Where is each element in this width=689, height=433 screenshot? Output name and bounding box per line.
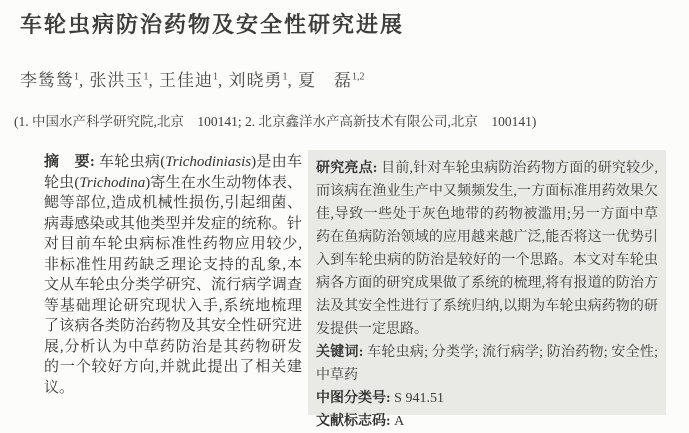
document-code-line <box>316 410 658 433</box>
clc-number-label: 中图分类号: <box>316 391 391 406</box>
author-affiliation-mark: 1 <box>74 71 79 83</box>
author-name: 夏 磊 <box>298 71 352 90</box>
author-affiliation-mark: 1,2 <box>352 71 365 83</box>
document-code-value: A <box>390 414 405 429</box>
abstract-text: )寄生在水生动物体表、鳃等部位,造成机械性损伤,引起细菌、病毒感染或其他类型并发症的统称。针对目前车轮虫病标准性药物应用较少,非标准性用药缺乏理论支持的乱象,本文从车轮虫分类学研究、流行病学调查等基础理论研究现状入手,系统地梳理了该病各类防治药物及其安全性研究进展,分析认为中草药防治是其药物研发的一个较好方向,并就此提出了相关建议。 <box>44 174 302 396</box>
research-highlights-label: 研究亮点: <box>316 161 378 176</box>
author-separator: , <box>218 71 229 90</box>
keywords-label: 关键词: <box>316 345 364 360</box>
author-separator: , <box>79 71 90 90</box>
abstract-label: 摘 要: <box>44 154 95 170</box>
clc-number-value: S 941.51 <box>390 391 444 406</box>
author-affiliation-mark: 1 <box>143 71 149 83</box>
author-name: 王佳迪 <box>159 71 213 90</box>
research-highlights-paragraph <box>316 157 658 341</box>
author-name: 张洪玉 <box>89 71 144 90</box>
author-separator: , <box>148 71 159 90</box>
author-affiliation-mark: 1 <box>282 71 288 83</box>
keywords-text: 车轮虫病; 分类学; 流行病学; 防治药物; 安全性; 中草药 <box>316 345 658 383</box>
abstract-latin-term: Trichodiniasis <box>165 154 252 170</box>
abstract-latin-term: Trichodina <box>79 174 146 191</box>
author-affiliation-mark: 1 <box>213 71 218 83</box>
authors-line <box>20 66 365 91</box>
author-name: 李鸶鸶 <box>20 71 74 90</box>
author-separator: , <box>287 71 298 90</box>
research-highlights-box <box>308 150 666 429</box>
abstract-paragraph <box>44 152 302 398</box>
page-title: 车轮虫病防治药物及安全性研究进展 <box>20 12 405 37</box>
clc-number-line <box>316 387 658 410</box>
abstract-text: 车轮虫病( <box>94 154 166 170</box>
abstract-text: )是由车轮虫( <box>44 154 302 191</box>
author-name: 刘晓勇 <box>228 71 283 90</box>
document-code-label: 文献标志码: <box>316 414 391 429</box>
affiliation-line: (1. 中国水产科学研究院,北京 100141; 2. 北京鑫洋水产高新技术有限公司,北京 100141) <box>14 114 537 129</box>
research-highlights-text: 目前,针对车轮虫病防治药物方面的研究较少,而该病在渔业生产中又频频发生,一方面标准用药效果欠佳,导致一些处于灰色地带的药物被滥用;另一方面中草药在鱼病防治领域的应用越来越广泛,能否将这一优势引入到车轮虫病的防治是较好的一个思路。本文对车轮虫病各方面的研究成果做了系统的梳理,将有报道的防治方法及其安全性进行了系统归纳,以期为车轮虫病药物的研发提供一定思路。 <box>316 161 658 337</box>
keywords-paragraph <box>316 341 658 387</box>
